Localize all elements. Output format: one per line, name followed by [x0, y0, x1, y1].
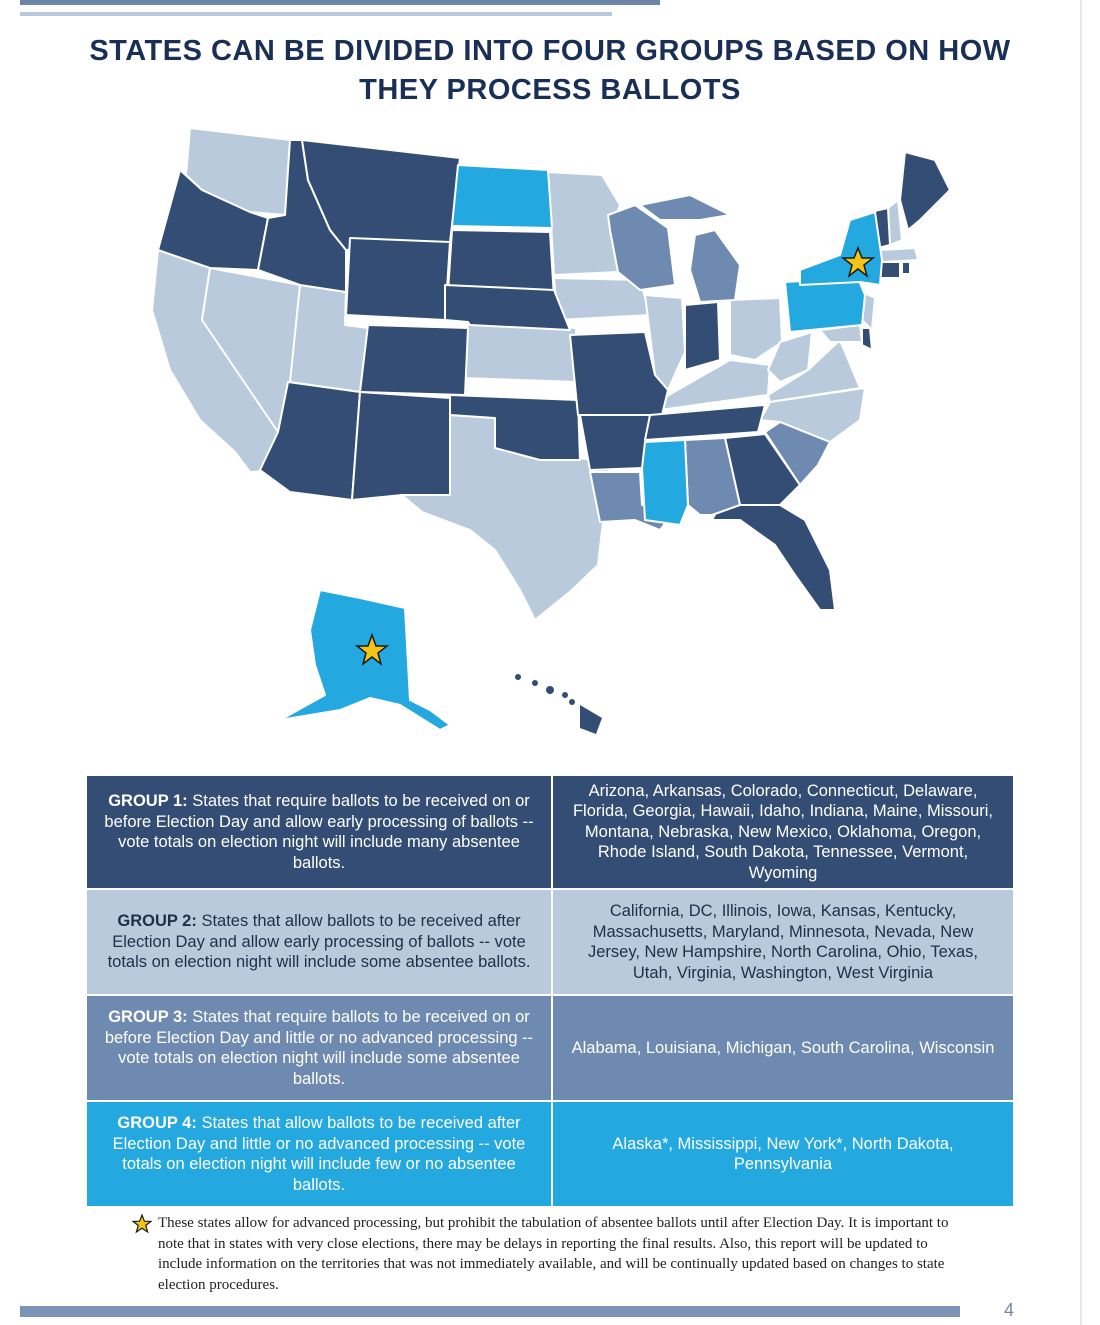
- group-label: GROUP 1:: [108, 792, 188, 810]
- state-hawaii: [515, 674, 602, 734]
- table-row: [86, 889, 1014, 995]
- group-states: Alaska*, Mississippi, New York*, North Dakota, Pennsylvania: [552, 1101, 1014, 1207]
- state-north-dakota: [452, 165, 552, 228]
- table-row: [86, 995, 1014, 1101]
- state-new-york: [800, 212, 882, 285]
- footnote: [132, 1213, 962, 1295]
- state-mississippi: [642, 440, 688, 525]
- state-kansas: [462, 322, 578, 382]
- footnote-text: These states allow for advanced processing, but prohibit the tabulation of absentee ballots until after Election Day. It is important to note that in states with very close elections, there may be delays in reporting the final results. Also, this report will be updated to include information on the territories that was not immediately available, and will be continually updated based on changes to state election procedures.: [158, 1215, 949, 1293]
- us-map: [140, 120, 960, 750]
- state-rhode-island: [902, 262, 910, 274]
- page-number: 4: [1004, 1300, 1015, 1320]
- page-edge: [1080, 0, 1082, 1325]
- state-arkansas: [580, 415, 650, 470]
- state-new-mexico: [352, 392, 450, 500]
- group-states: Alabama, Louisiana, Michigan, South Carolina, Wisconsin: [552, 995, 1014, 1101]
- group-text: States that require ballots to be received on or before Election Day and allow early processing of ballots -- vote totals on election night will include many absentee ballots.: [104, 792, 534, 872]
- state-massachusetts: [880, 248, 918, 262]
- group-text: States that require ballots to be received on or before Election Day and little or no advanced processing -- vote totals on election night will include some absentee ballots.: [104, 1008, 534, 1088]
- top-accent-bar-thin: [20, 12, 612, 16]
- top-accent-bar: [20, 0, 660, 5]
- state-indiana: [685, 302, 720, 370]
- group-label: GROUP 4:: [117, 1114, 197, 1132]
- group-text: States that allow ballots to be received after Election Day and allow early processing of ballots -- vote totals on election night will include some absentee ballots.: [107, 912, 531, 972]
- table-row: [86, 775, 1014, 889]
- group-description: [86, 1101, 552, 1207]
- group-states: California, DC, Illinois, Iowa, Kansas, Kentucky, Massachusetts, Maryland, Minnesota, Nevada, New Jersey, New Hampshire, North Carolina, Ohio, Texas, Utah, Virginia, Washington, West Virginia: [552, 889, 1014, 995]
- state-maine: [900, 152, 950, 230]
- group-description: [86, 889, 552, 995]
- state-ohio: [730, 298, 782, 360]
- star-icon: [132, 1214, 152, 1234]
- state-florida: [712, 505, 835, 610]
- state-wyoming: [346, 238, 450, 320]
- group-states: Arizona, Arkansas, Colorado, Connecticut, Delaware, Florida, Georgia, Hawaii, Idaho, Indiana, Maine, Missouri, Montana, Nebraska, New Mexico, Oklahoma, Oregon, Rhode Island, South Dakota, Tennessee, Vermont, Wyoming: [552, 775, 1014, 889]
- state-delaware: [862, 328, 872, 350]
- groups-table: [85, 774, 1015, 1208]
- state-colorado: [360, 325, 468, 395]
- group-label: GROUP 3:: [108, 1008, 188, 1026]
- bottom-accent-bar: [20, 1306, 960, 1317]
- state-nebraska: [445, 285, 570, 330]
- state-pennsylvania: [785, 278, 865, 332]
- group-description: [86, 775, 552, 889]
- page-title: STATES CAN BE DIVIDED INTO FOUR GROUPS BASED ON HOW THEY PROCESS BALLOTS: [89, 35, 1011, 106]
- group-text: States that allow ballots to be received after Election Day and little or no advanced processing -- vote totals on election night will include few or no absentee ballots.: [112, 1114, 526, 1194]
- group-label: GROUP 2:: [117, 912, 197, 931]
- group-description: [86, 995, 552, 1101]
- table-row: [86, 1101, 1014, 1207]
